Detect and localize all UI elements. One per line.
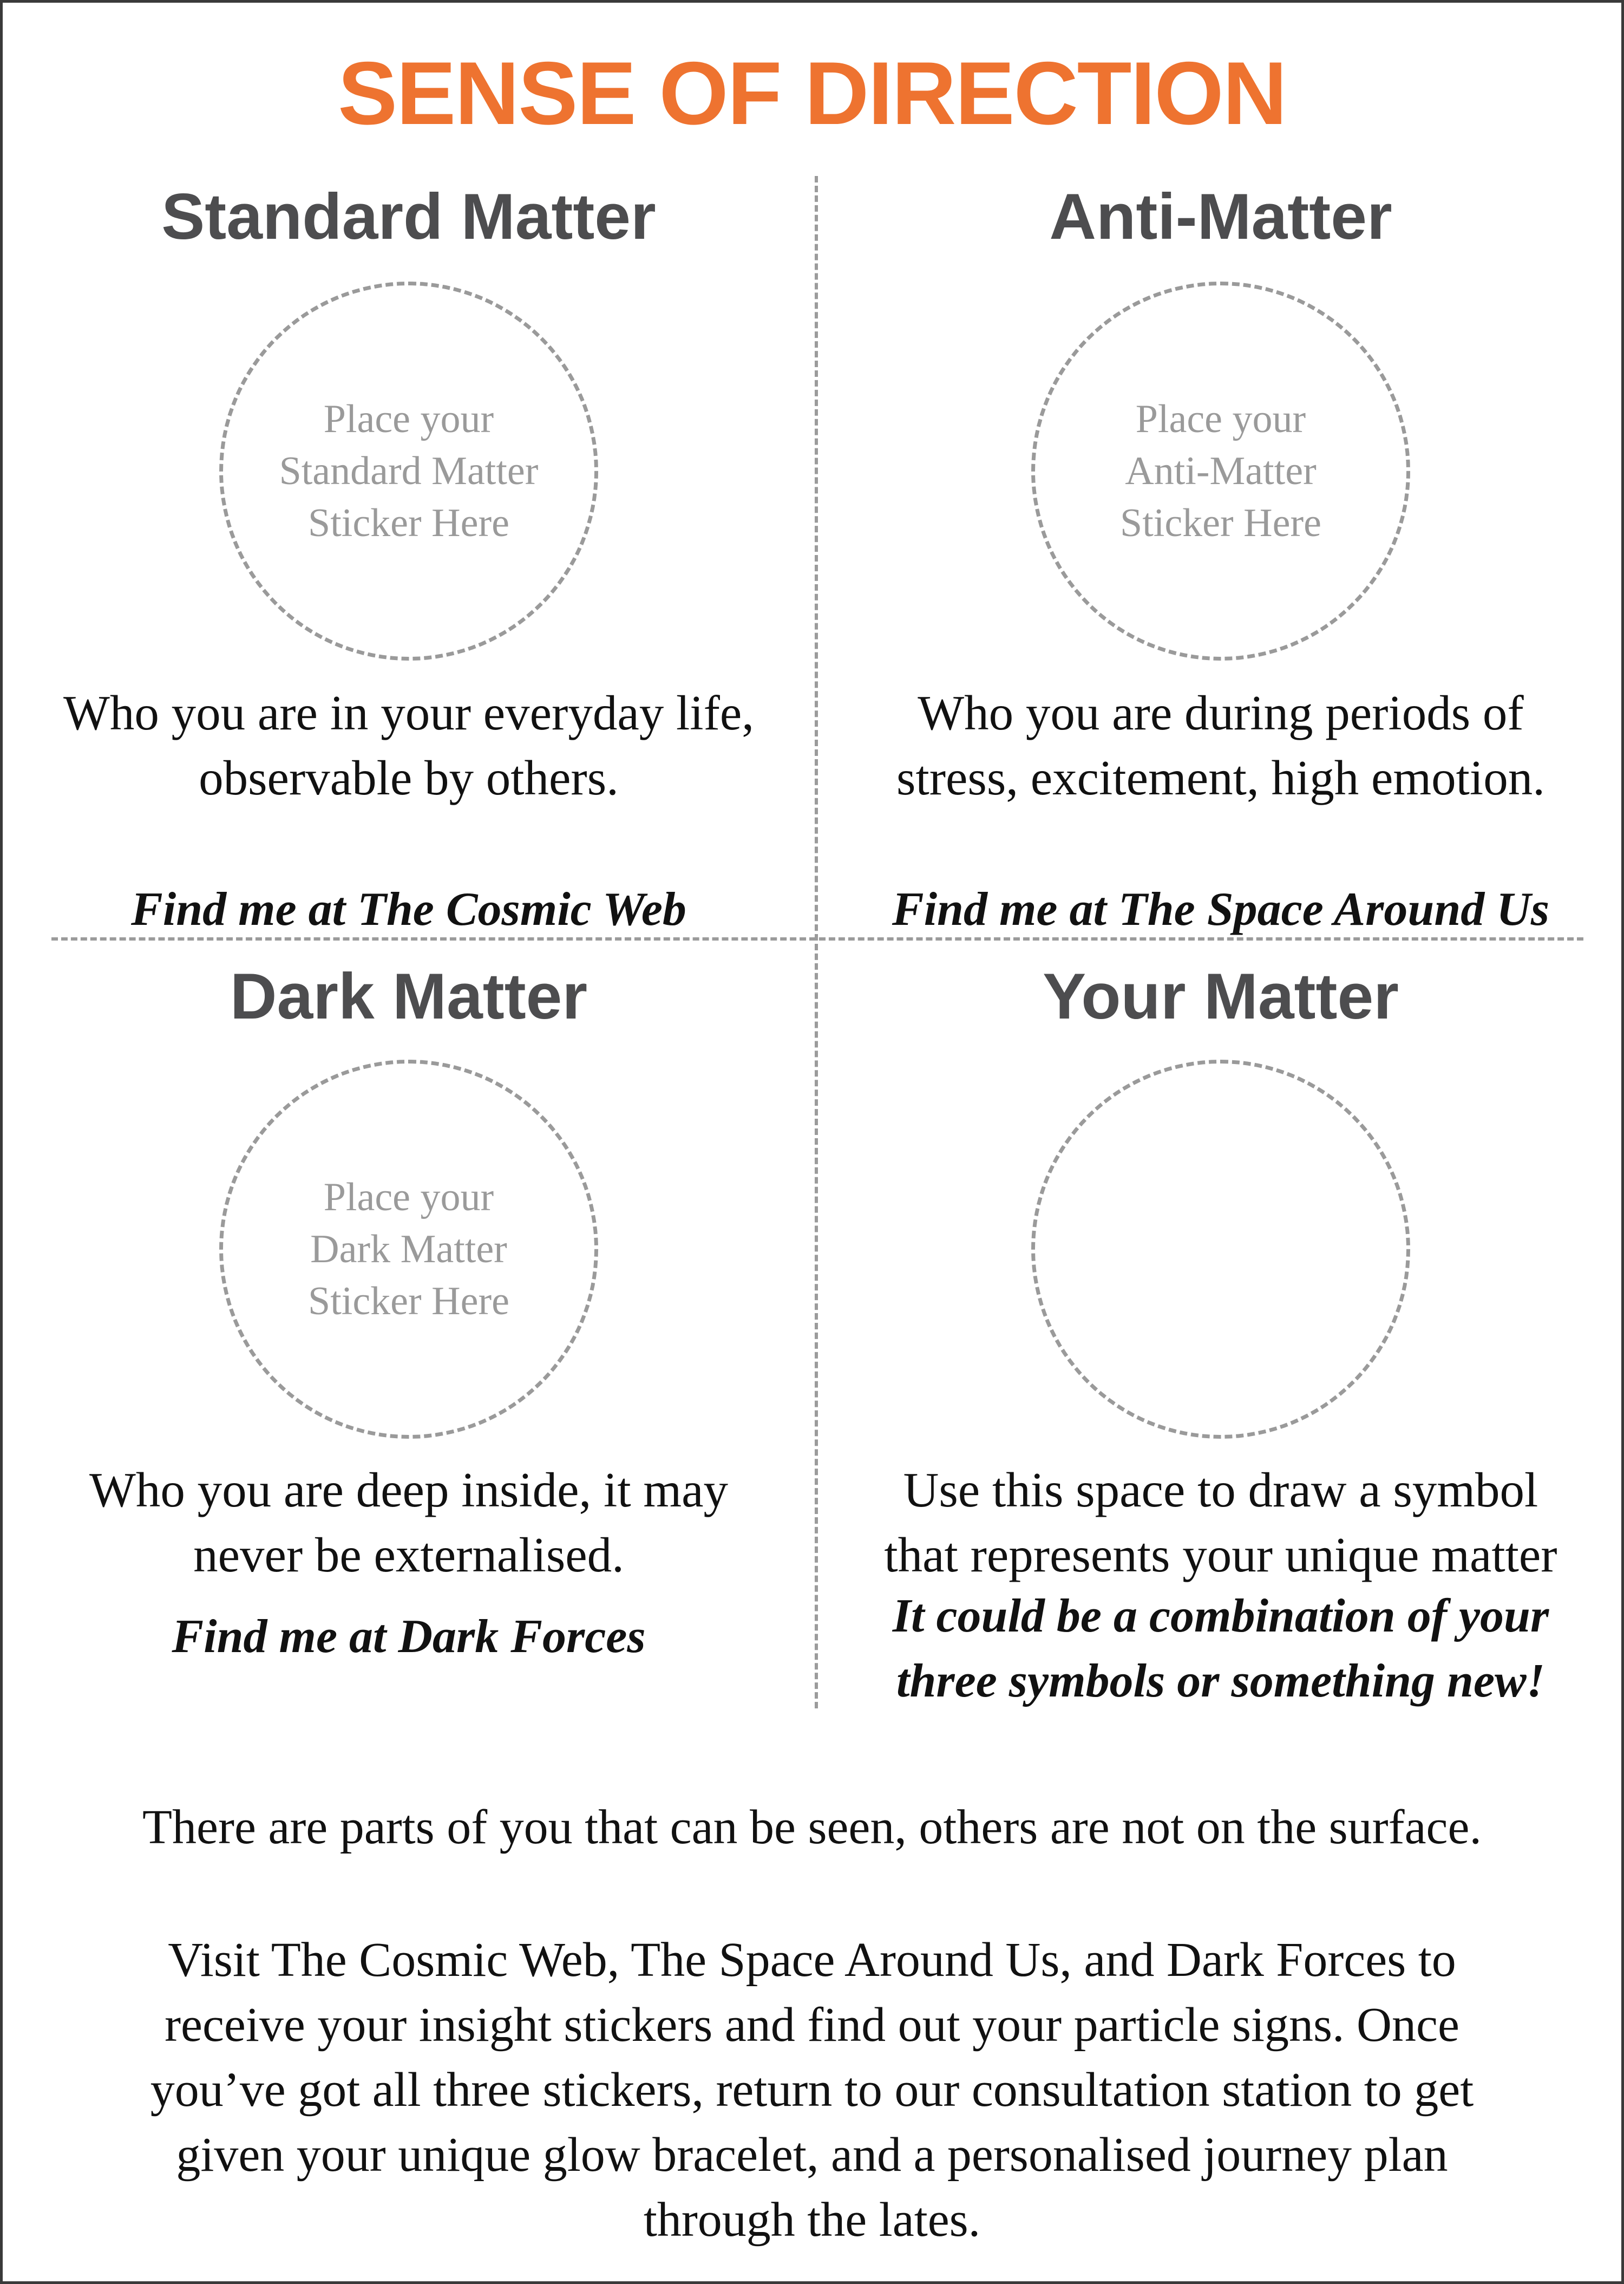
- section-hint: It could be a combination of your three symbols or something new!: [892, 1590, 1549, 1707]
- section-heading: Dark Matter: [230, 960, 588, 1033]
- section-heading: Your Matter: [1043, 960, 1399, 1033]
- sticker-placeholder-circle: [219, 282, 598, 661]
- anti-matter-section: [815, 3, 1624, 937]
- find-me-location: Find me at Dark Forces: [172, 1610, 646, 1663]
- your-matter-section: [815, 939, 1624, 1735]
- section-description: Who you are during periods of stress, excitement, high emotion.: [896, 686, 1545, 805]
- sticker-placeholder-text: Place your Anti-Matter Sticker Here: [1120, 397, 1321, 545]
- dark-matter-section: [3, 939, 815, 1735]
- standard-matter-section: [3, 3, 815, 937]
- drawing-area-circle[interactable]: [1031, 1060, 1410, 1439]
- section-heading: Standard Matter: [161, 180, 656, 253]
- footer-intro: There are parts of you that can be seen, others are not on the surface.: [142, 1800, 1482, 1854]
- sticker-placeholder-circle: [1031, 282, 1410, 661]
- section-heading: Anti-Matter: [1049, 180, 1392, 253]
- sticker-placeholder-text: Place your Standard Matter Sticker Here: [279, 397, 539, 545]
- sticker-placeholder-text: Place your Dark Matter Sticker Here: [308, 1175, 509, 1323]
- find-me-location: Find me at The Cosmic Web: [131, 883, 686, 936]
- footer-instructions: Visit The Cosmic Web, The Space Around Us, and Dark Forces to receive your insight stickers and find out your particle signs. Once you’ve got all three stickers, return to our consultation station to get given your unique glow bracelet, and a personalised journey plan through the lates.: [150, 1933, 1474, 2247]
- section-description: Who you are in your everyday life, observable by others.: [63, 686, 755, 805]
- section-description: Use this space to draw a symbol that represents your unique matter: [884, 1463, 1557, 1582]
- sticker-placeholder-circle: [219, 1060, 598, 1439]
- find-me-location: Find me at The Space Around Us: [892, 883, 1550, 936]
- page-title: SENSE OF DIRECTION: [338, 43, 1286, 143]
- section-description: Who you are deep inside, it may never be externalised.: [89, 1463, 729, 1582]
